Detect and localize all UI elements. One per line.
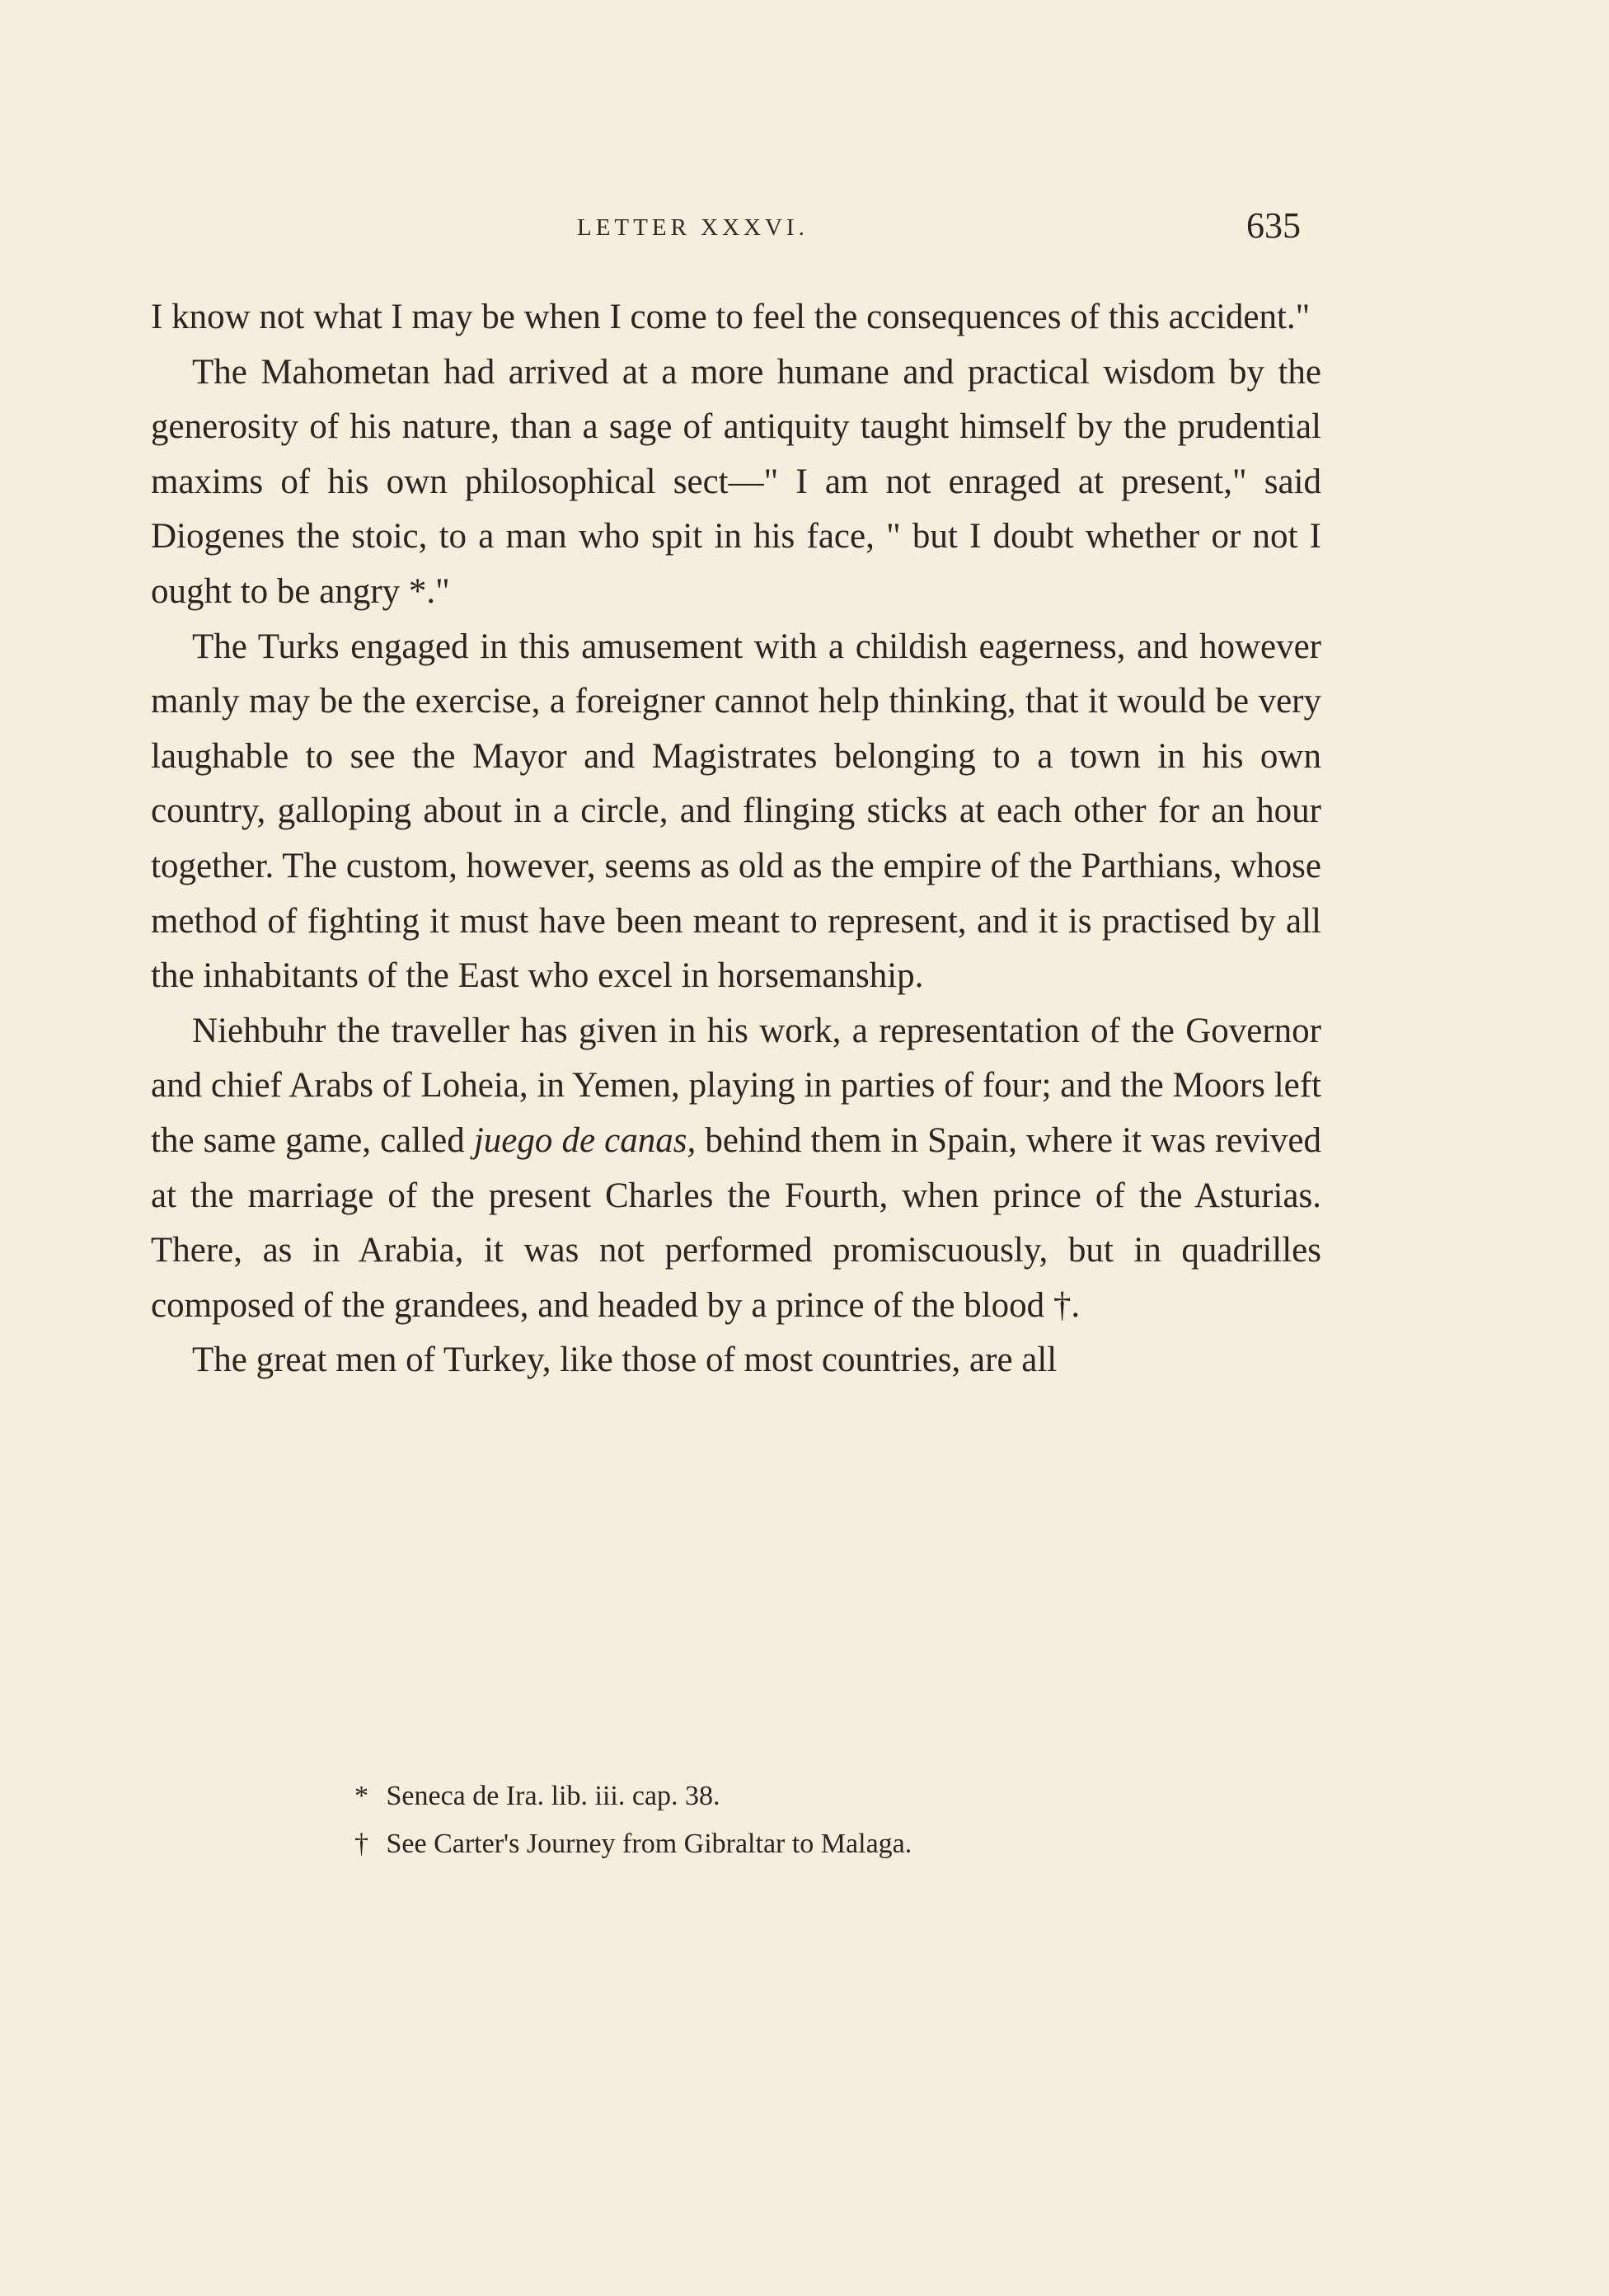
paragraph: The Mahometan had arrived at a more humane and practical wisdom by the generosity of his nature, than a sage of antiquity taught himself by the prudential maxims of his own philosophical sect—" I am not enraged at present," said Diogenes the stoic, to a man who spit in his face, " but I doubt whether or not I ought to be angry *." (151, 352, 1321, 611)
paragraph: I know not what I may be when I come to feel the consequences of this accident." (151, 298, 1311, 336)
footnotes (354, 1772, 1179, 1868)
footnote-text: Seneca de Ira. lib. iii. cap. 38. (386, 1781, 720, 1811)
running-head: LETTER XXXVI. (577, 214, 809, 241)
paragraph: The Turks engaged in this amusement with a childish eagerness, and however manly may be the exercise, a foreigner cannot help thinking, that it would be very laughable to see the Mayor and Magistrates belonging to a town in his own country, galloping about in a circle, and flinging sticks at each other for an hour together. The custom, however, seems as old as the empire of the Parthians, whose method of fighting it must have been meant to represent, and it is practised by all the inhabitants of the East who excel in horsemanship. (151, 627, 1321, 996)
footnote-mark: † (354, 1829, 368, 1859)
footnote-mark: * (354, 1781, 368, 1811)
page-number: 635 (1246, 205, 1301, 246)
paragraph: The great men of Turkey, like those of most countries, are all (192, 1341, 1058, 1380)
paragraph-text: behind them in Spain, where it was revived at the marriage of the present Charles the Fourth, when prince of the Asturias. There, as in Arabia, it was not performed promiscuously, but in quadrilles composed of the grandees, and headed by a prince of the blood †. (151, 1120, 1322, 1325)
body-text (151, 290, 1321, 1388)
footnote (354, 1772, 1179, 1820)
page-header (0, 205, 1609, 257)
paragraph-text: Niehbuhr the traveller has given in his work, a representation of the Governor and chief Arabs of Loheia, in Yemen, playing in parties of four; and the Moors left the same game, called (151, 1011, 1321, 1160)
footnote-text: See Carter's Journey from Gibraltar to Malaga. (386, 1829, 912, 1859)
footnote (354, 1820, 1179, 1868)
italic-phrase: juego de canas, (473, 1120, 697, 1160)
paragraph (151, 1004, 1321, 1334)
